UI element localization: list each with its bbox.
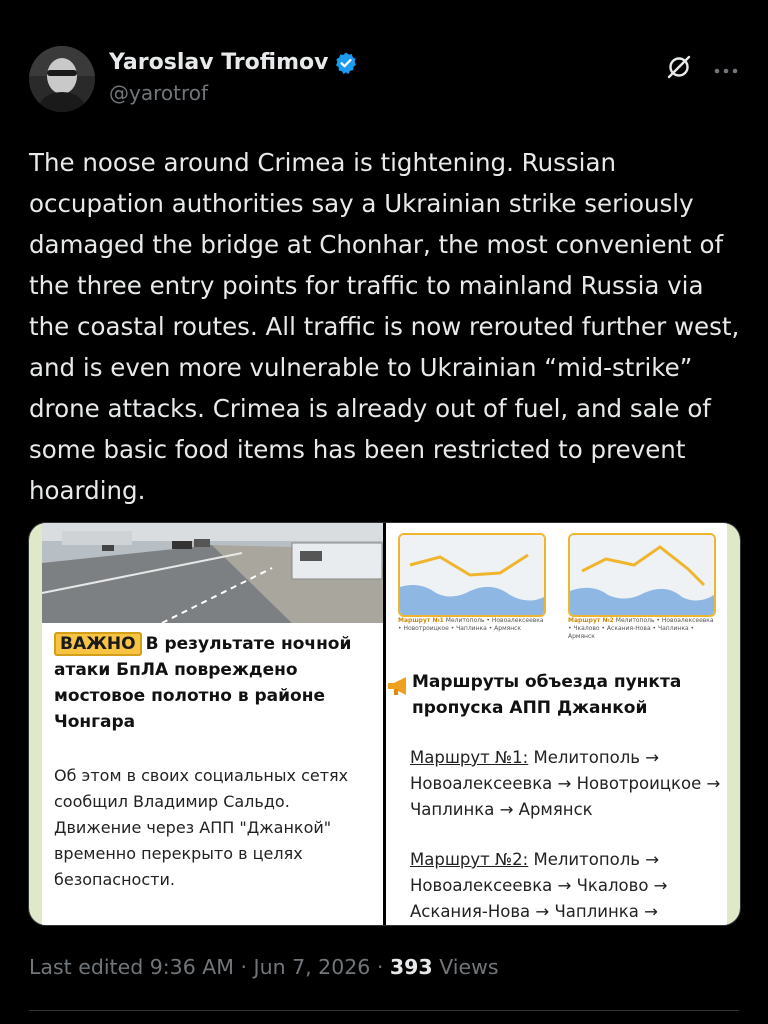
map-caption-1-route: Маршрут №1	[398, 617, 444, 624]
more-icon[interactable]	[714, 60, 738, 79]
map-route-2	[568, 533, 716, 617]
route-2	[410, 847, 725, 925]
media-image-1[interactable]	[29, 523, 383, 925]
divider	[29, 1010, 739, 1011]
map-card-1	[394, 529, 546, 653]
verified-badge-icon	[334, 51, 358, 75]
route-1-text: Мелитополь → Новоалексеевка → Новотроицкое → Чаплинка → Армянск	[410, 748, 721, 819]
edited-timestamp[interactable]: Last edited 9:36 AM · Jun 7, 2026 ·	[29, 955, 390, 979]
tweet-text: The noose around Crimea is tightening. Russian occupation authorities say a Ukrainian strike seriously damaged the bridge at Chonhar, the most convenient of the three entry points for traffic to mainland Russia via the coastal routes. All traffic is now rerouted further west, and is even more vulnerable to Ukrainian “mid-strike” drone attacks. Crimea is already out of fuel, and sale of some basic food items has been restricted to prevent hoarding.	[29, 148, 748, 505]
map-caption-2	[568, 617, 714, 641]
news-headline-text: В результате ночной атаки БпЛА повреждено мостовое полотно в районе Чонгара	[54, 634, 352, 732]
avatar[interactable]	[29, 46, 95, 112]
views-count: 393	[389, 955, 433, 979]
media-image-2[interactable]	[386, 523, 740, 925]
warning-tag: ВАЖНО	[54, 632, 142, 656]
author-handle[interactable]: @yarotrof	[109, 81, 209, 105]
grok-icon[interactable]	[666, 54, 692, 84]
routes-title: Маршруты объезда пункта пропуска АПП Джанкой	[412, 672, 682, 718]
news-card-right	[386, 523, 727, 925]
map-caption-2-stops: Мелитополь • Новоалексеевка • Чкалово • Аскания-Нова • Чаплинка • Армянск	[568, 617, 714, 640]
route-2-text: Мелитополь → Новоалексеевка → Чкалово → Аскания-Нова → Чаплинка →	[410, 850, 668, 921]
route-1	[410, 745, 725, 823]
route-maps	[386, 523, 727, 663]
megaphone-icon	[386, 675, 412, 701]
tweet-meta	[29, 955, 499, 979]
map-caption-1-stops: Мелитополь • Новоалексеевка • Новотроицкое • Чаплинка • Армянск	[398, 617, 544, 632]
author-block	[109, 50, 358, 105]
map-card-2	[564, 529, 716, 653]
author-name[interactable]: Yaroslav Trofimov	[109, 50, 329, 75]
checkpoint-photo	[42, 523, 383, 623]
map-route-1	[398, 533, 546, 617]
header-actions	[666, 54, 738, 84]
news-body: Об этом в своих социальных сетях сообщил Владимир Сальдо. Движение через АПП "Джанкой" временно перекрыто в целях безопасности.	[54, 766, 349, 889]
avatar-photo	[29, 46, 95, 112]
media-grid[interactable]	[28, 522, 741, 926]
tweet-header	[29, 46, 738, 116]
route-2-label: Маршрут №2:	[410, 850, 529, 869]
map-caption-1	[398, 617, 544, 633]
route-1-label: Маршрут №1:	[410, 748, 529, 767]
map-caption-2-route: Маршрут №2	[568, 617, 614, 624]
news-card-left	[42, 523, 383, 925]
news-headline	[54, 631, 379, 735]
views-label: Views	[432, 955, 499, 979]
